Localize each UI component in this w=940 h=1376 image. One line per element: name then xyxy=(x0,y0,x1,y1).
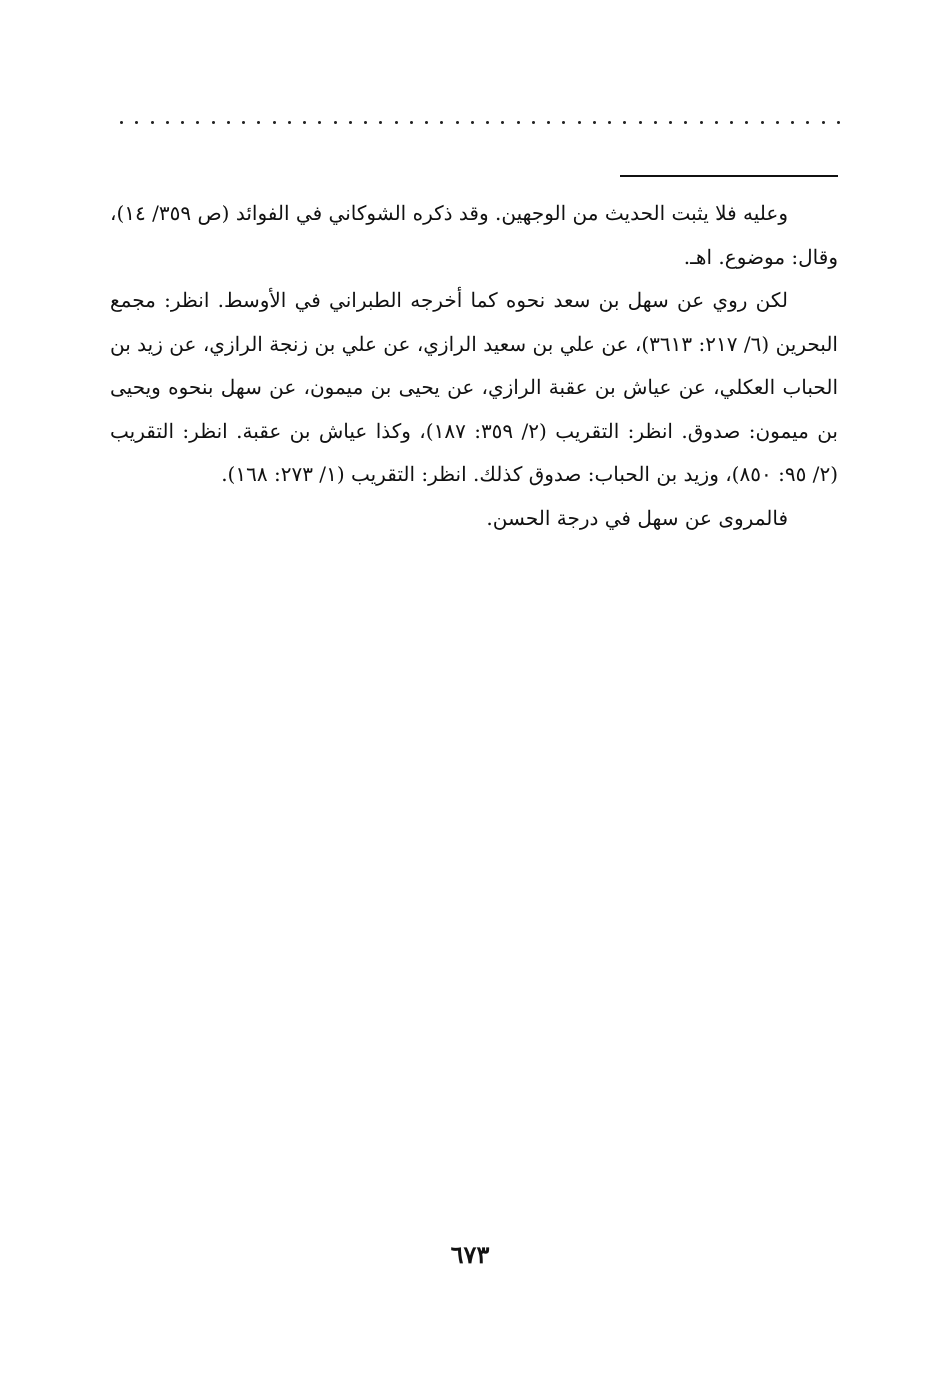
separator-dot xyxy=(135,121,138,124)
separator-dot xyxy=(181,121,184,124)
footnote-rule xyxy=(620,175,838,177)
separator-dot xyxy=(120,121,123,124)
footnote-paragraph-1: وعليه فلا يثبت الحديث من الوجهين. وقد ذكره الشوكاني في الفوائد (ص ٣٥٩/ ١٤)، وقال: موضوع. اهـ. xyxy=(110,201,838,269)
separator-dot xyxy=(227,121,230,124)
separator-dot xyxy=(425,121,428,124)
separator-dot xyxy=(257,121,260,124)
separator-dot xyxy=(273,121,276,124)
footnote-paragraph-2: لكن روي عن سهل بن سعد نحوه كما أخرجه الطبراني في الأوسط. انظر: مجمع البحرين (٦/ ٢١٧: ٣٦١٣)، عن علي بن سعيد الرازي، عن علي بن زنجة الرازي، عن زيد بن الحباب العكلي، عن عياش بن عقبة الرازي، عن يحيى بن ميمون، عن سهل بنحوه ويحيى بن ميمون: صدوق. انظر: التقريب (٢/ ٣٥٩: ١٨٧)، وكذا عياش بن عقبة. انظر: التقريب (٢/ ٩٥: ٨٥٠)، وزيد بن الحباب: صدوق كذلك. انظر: التقريب (١/ ٢٧٣: ١٦٨). xyxy=(110,288,838,486)
footnote-paragraph-3: فالمروى عن سهل في درجة الحسن. xyxy=(486,505,788,530)
separator-dot xyxy=(486,121,489,124)
separator-dot xyxy=(715,121,718,124)
separator-dot xyxy=(745,121,748,124)
separator-dot xyxy=(684,121,687,124)
separator-dot xyxy=(349,121,352,124)
separator-dot xyxy=(440,121,443,124)
separator-dot xyxy=(471,121,474,124)
separator-dot xyxy=(578,121,581,124)
separator-dot xyxy=(547,121,550,124)
separator-dot xyxy=(776,121,779,124)
separator-dot xyxy=(303,121,306,124)
separator-dot xyxy=(151,121,154,124)
separator-dot xyxy=(669,121,672,124)
separator-dot xyxy=(654,121,657,124)
separator-dot xyxy=(623,121,626,124)
separator-dot xyxy=(334,121,337,124)
separator-dot xyxy=(608,121,611,124)
separator-dot xyxy=(761,121,764,124)
separator-dot xyxy=(562,121,565,124)
separator-dot xyxy=(639,121,642,124)
separator-dot xyxy=(196,121,199,124)
separator-dot xyxy=(501,121,504,124)
separator-dot xyxy=(791,121,794,124)
separator-dot xyxy=(517,121,520,124)
separator-dot xyxy=(730,121,733,124)
separator-dot xyxy=(593,121,596,124)
separator-dot xyxy=(806,121,809,124)
separator-dot xyxy=(410,121,413,124)
separator-dot xyxy=(288,121,291,124)
separator-dot xyxy=(364,121,367,124)
separator-dot xyxy=(822,121,825,124)
separator-dot xyxy=(166,121,169,124)
footnote-text xyxy=(110,192,838,540)
separator-dot xyxy=(242,121,245,124)
page-number: ٦٧٣ xyxy=(450,1240,490,1269)
separator-dot xyxy=(318,121,321,124)
separator-dot xyxy=(456,121,459,124)
separator-dot xyxy=(212,121,215,124)
separator-dot xyxy=(395,121,398,124)
separator-dot xyxy=(379,121,382,124)
dotted-separator xyxy=(120,112,840,132)
separator-dot xyxy=(532,121,535,124)
separator-dot xyxy=(837,121,840,124)
separator-dot xyxy=(700,121,703,124)
